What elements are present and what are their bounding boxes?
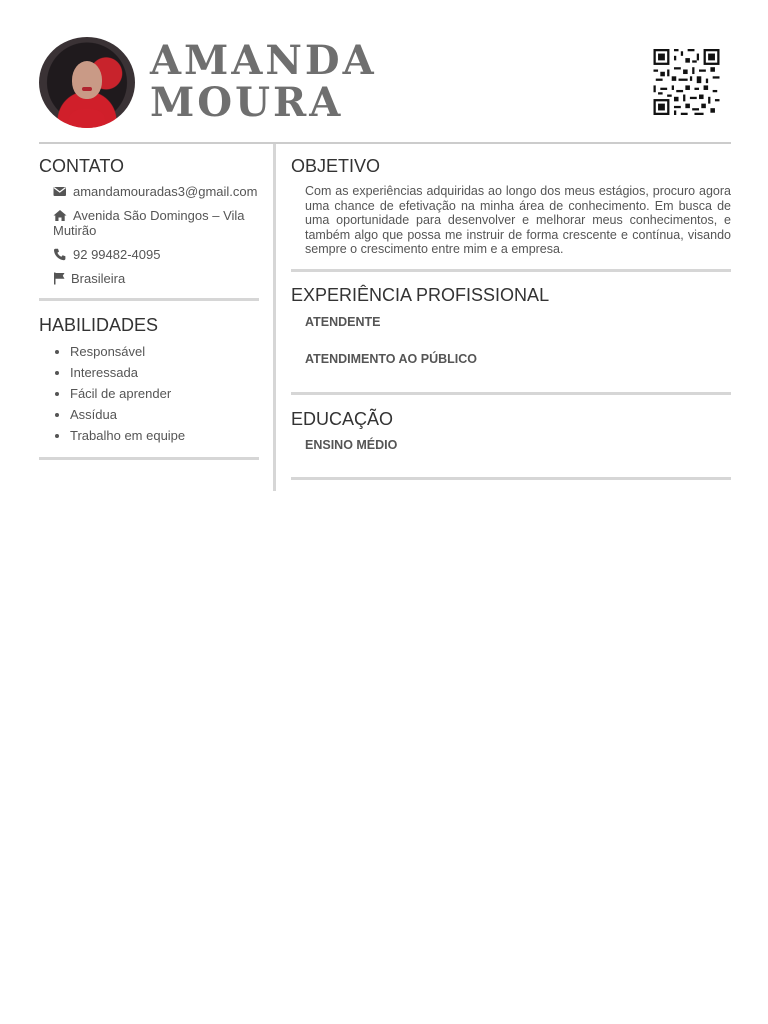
- contact-phone-text: 92 99482-4095: [73, 247, 161, 262]
- envelope-icon: [53, 185, 67, 198]
- column-divider: [273, 144, 276, 491]
- list-item: • Interessada: [70, 362, 259, 383]
- skills-title: HABILIDADES: [39, 315, 159, 335]
- header-divider: [39, 142, 731, 144]
- last-name: MOURA: [150, 79, 344, 126]
- list-item: • Responsável: [70, 341, 259, 362]
- list-item: • Fácil de aprender: [70, 383, 259, 404]
- skills-divider: [39, 457, 259, 460]
- list-item: • Trabalho em equipe: [70, 425, 259, 446]
- experience-item: ATENDENTE: [305, 314, 381, 329]
- education-title: EDUCAÇÃO: [291, 408, 394, 429]
- contact-phone: [39, 247, 259, 262]
- contact-title: CONTATO: [39, 156, 124, 176]
- left-column: [39, 154, 259, 460]
- contact-address-text: Avenida São Domingos – Vila Mutirão: [53, 208, 245, 238]
- right-column: [291, 154, 731, 480]
- skills-list: [39, 341, 259, 446]
- contact-email-text: amandamouradas3@gmail.com: [73, 184, 258, 199]
- qr-code: [652, 49, 721, 115]
- experience-item: ATENDIMENTO AO PÚBLICO: [305, 351, 477, 366]
- flag-icon: [53, 272, 67, 285]
- first-name: AMANDA: [150, 37, 377, 84]
- contact-email: [39, 184, 259, 199]
- contact-nationality-text: Brasileira: [71, 271, 126, 286]
- education-item: ENSINO MÉDIO: [305, 437, 398, 452]
- contact-divider: [39, 298, 259, 301]
- phone-icon: [53, 248, 67, 261]
- education-divider: [291, 477, 731, 480]
- home-icon: [53, 209, 67, 222]
- objective-title: OBJETIVO: [291, 156, 381, 176]
- objective-text: Com as experiências adquiridas ao longo dos meus estágios, procuro agora uma chance de efetivação na minha área de conhecimento. Em busca de uma oportunidade para desenvolver e melhorar meus conhecimentos, e também algo que possa me instruir de forma crescente e contínua, visando sempre o crescimento entre mim e a empresa.: [305, 184, 731, 257]
- experience-divider: [291, 392, 731, 395]
- contact-nationality: [39, 271, 259, 286]
- full-name: [150, 37, 377, 126]
- list-item: • Assídua: [70, 404, 259, 425]
- profile-photo: [39, 37, 135, 128]
- experience-title: EXPERIÊNCIA PROFISSIONAL: [291, 284, 550, 305]
- contact-address: [39, 208, 259, 238]
- objective-divider: [291, 269, 731, 272]
- resume-header: [39, 36, 731, 128]
